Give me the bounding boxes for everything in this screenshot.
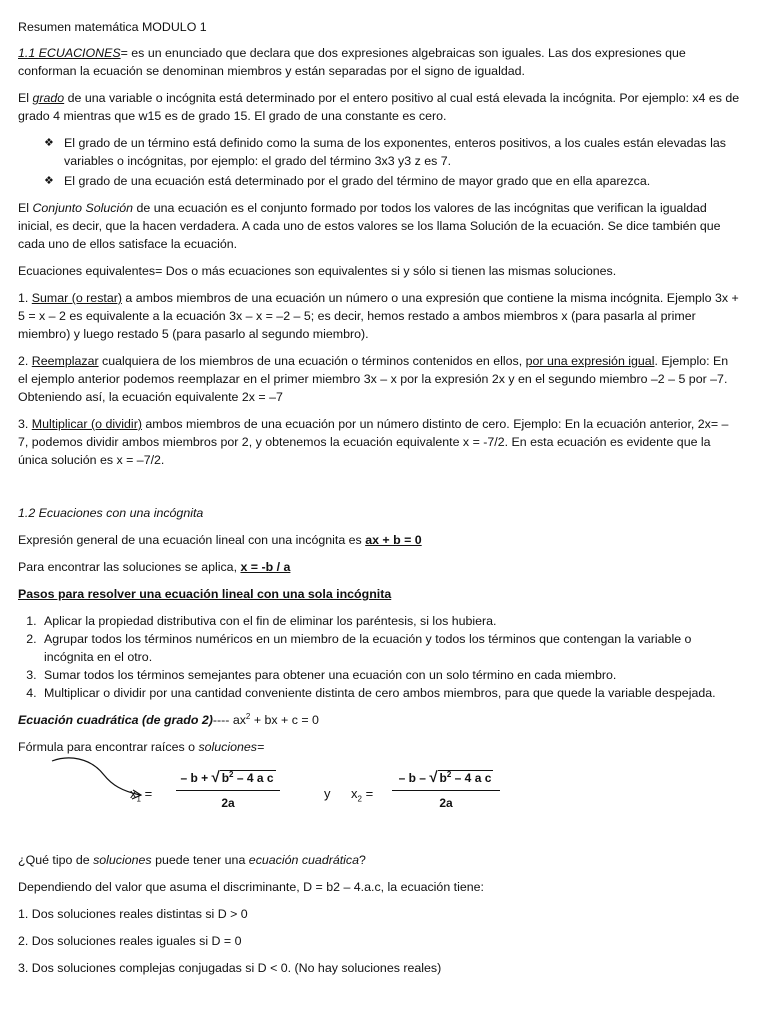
- case-item: 1. Dos soluciones reales distintas si D > 0: [18, 907, 248, 921]
- rule-sumar: 1. Sumar (o restar) a ambos miembros de una ecuación un número o una expresión que contiene la misma incógnita. Ejemplo 3x + 5 = x – 2 es equivalente a la ecuación 3x – x = –2 – 5; es decir, hemos restado a ambos miembros x (para pasarla al primer miembro) y luego restado 5 (para pasarlo al segundo miembro).: [18, 291, 739, 341]
- equivalentes-paragraph: Ecuaciones equivalentes= Dos o más ecuaciones son equivalentes si y sólo si tienen las mismas soluciones.: [18, 264, 617, 278]
- grado-term: grado: [32, 91, 65, 105]
- discriminant-paragraph: Dependiendo del valor que asuma el discriminante, D = b2 – 4.a.c, la ecuación tiene:: [18, 880, 484, 894]
- conjunto-solucion-term: Conjunto Solución: [32, 201, 134, 215]
- list-item: 4. Multiplicar o dividir por una cantidad conveniente distinta de cero ambos miembros, para que quede la variable despejada.: [40, 684, 740, 702]
- solution-formula-linear: Para encontrar las soluciones se aplica, x = -b / a: [18, 560, 291, 574]
- case-item: 2. Dos soluciones reales iguales si D = 0: [18, 934, 242, 948]
- linear-equation: ax + b = 0: [365, 533, 422, 547]
- quadratic-formula: [18, 765, 740, 827]
- x2-fraction: $\frac{- b - √ b^2 - 4 a c}{2a}$: [392, 769, 500, 812]
- rule-reemplazar-key: Reemplazar: [31, 354, 99, 368]
- case-item: 3. Dos soluciones complejas conjugadas si D < 0. (No hay soluciones reales): [18, 961, 442, 975]
- list-item: 2. Agrupar todos los términos numéricos en un miembro de la ecuación y todos los términos que contengan la variable o incógnita en el otro.: [40, 630, 740, 666]
- pasos-heading: Pasos para resolver una ecuación lineal con una sola incógnita: [18, 587, 392, 601]
- document-page: [18, 18, 740, 986]
- y-connector: y: [324, 786, 331, 801]
- grado-bullet-list: [18, 134, 740, 190]
- grado-paragraph: El grado de una variable o incógnita está determinado por el entero positivo al cual está elevada la incógnita. Por ejemplo: x4 es de grado 4 mientras que w15 es de grado 15. El grado de una constante es cero.: [18, 91, 740, 123]
- diamond-bullet-icon: ❖: [44, 175, 54, 187]
- list-item: ❖ El grado de un término está definido como la suma de los exponentes, enteros positivos, a los cuales están elevadas las variables o incógnitas, por ejemplo: el grado del término 3x3 y3 z es 7.: [44, 136, 726, 168]
- general-expression: Expresión general de una ecuación lineal con una incógnita es ax + b = 0: [18, 533, 422, 547]
- x1-label: $x_1$ =: [130, 786, 153, 804]
- diamond-bullet-icon: ❖: [44, 137, 54, 149]
- section-heading-1-2: 1.2 Ecuaciones con una incógnita: [18, 506, 204, 520]
- pasos-list: [18, 612, 740, 702]
- x2-label: $x_2$ =: [351, 786, 374, 804]
- rule-reemplazar-key2: por una expresión igual: [525, 354, 655, 368]
- x1-fraction: $\frac{- b + √ b^2 - 4 a c}{2a}$: [176, 769, 280, 812]
- conjunto-solucion-paragraph: El Conjunto Solución de una ecuación es el conjunto formado por todos los valores de las incógnitas que verifican la igualdad inicial, es decir, que la hacen verdadera. A cada uno de estos valores se los llama Solución de la ecuación. Se dice también que cada uno de ellos satisface la ecuación.: [18, 201, 721, 251]
- list-item: ❖ El grado de una ecuación está determinado por el grado del término de mayor grado que en ella aparezca.: [44, 174, 651, 188]
- rule-sumar-key: Sumar (o restar): [31, 291, 122, 305]
- formula-intro: Fórmula para encontrar raíces o soluciones=: [18, 740, 265, 754]
- quadratic-heading: Ecuación cuadrática (de grado 2): [18, 713, 213, 727]
- section-heading-1-1: 1.1 ECUACIONES: [18, 46, 121, 60]
- rule-multiplicar-key: Multiplicar (o dividir): [31, 417, 142, 431]
- quadratic-heading-line: Ecuación cuadrática (de grado 2)---- $ax^2$ + bx + c = 0: [18, 711, 319, 727]
- linear-solution: x = -b / a: [240, 560, 291, 574]
- rule-reemplazar: 2. Reemplazar cualquiera de los miembros de una ecuación o términos contenidos en ellos, por una expresión igual. Ejemplo: En el ejemplo anterior podemos reemplazar en el primer miembro 3x – x por la expresión 2x y en el segundo miembro –2 – 5 por –7. Obteniendo así, la ecuación equivalente 2x = –7: [18, 354, 729, 404]
- list-item: 1. Aplicar la propiedad distributiva con el fin de eliminar los paréntesis, si los hubiera.: [40, 612, 740, 630]
- ecuaciones-definition: 1.1 ECUACIONES= es un enunciado que declara que dos expresiones algebraicas son iguales. Las dos expresiones que conforman la ecuación se denominan miembros y están separadas por el signo de igualdad.: [18, 46, 686, 78]
- question-solutions: ¿Qué tipo de soluciones puede tener una ecuación cuadrática?: [18, 853, 366, 867]
- list-item: 3. Sumar todos los términos semejantes para obtener una ecuación con un solo término en cada miembro.: [40, 666, 740, 684]
- document-title: Resumen matemática MODULO 1: [18, 20, 207, 34]
- rule-multiplicar: 3. Multiplicar (o dividir) ambos miembros de una ecuación por un número distinto de cero. Ejemplo: En la ecuación anterior, 2x= – 7, podemos dividir ambos miembros por 2, y obtenemos la ecuación equivalente x = -7/2. En esta ecuación es evidente que la única solución es x = –7/2.: [18, 417, 729, 467]
